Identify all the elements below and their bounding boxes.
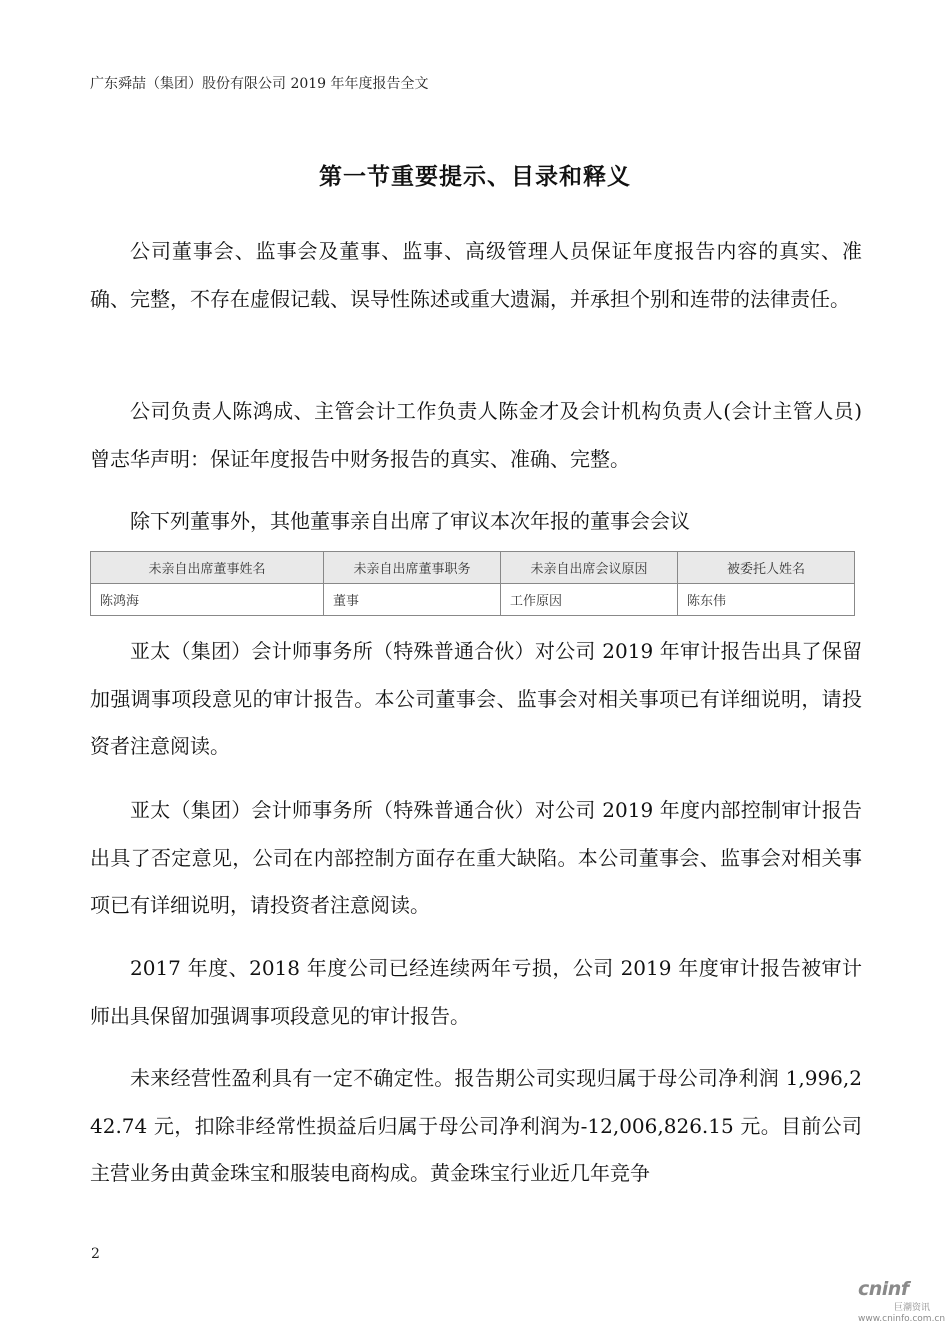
- paragraph-internal-control-opinion: 亚太（集团）会计师事务所（特殊普通合伙）对公司 2019 年度内部控制审计报告出具了否定意见，公司在内部控制方面存在重大缺陷。本公司董事会、监事会对相关事项已有详细说明，请投资者注意阅读。: [90, 798, 862, 917]
- paragraph-audit-opinion: 亚太（集团）会计师事务所（特殊普通合伙）对公司 2019 年审计报告出具了保留加强调事项段意见的审计报告。本公司董事会、监事会对相关事项已有详细说明，请投资者注意阅读。: [90, 639, 862, 758]
- table-cell: 陈鸿海: [91, 584, 324, 616]
- table-cell: 董事: [324, 584, 501, 616]
- paragraph-absent-directors-intro: 除下列董事外，其他董事亲自出席了审议本次年报的董事会会议: [130, 509, 690, 533]
- paragraph-responsible-persons-statement: 公司负责人陈鸿成、主管会计工作负责人陈金才及会计机构负责人(会计主管人员)曾志华声明：保证年度报告中财务报告的真实、准确、完整。: [90, 399, 862, 471]
- table-cell: 工作原因: [501, 584, 678, 616]
- logo-mark: cninf: [858, 1278, 909, 1300]
- logo-chinese-name: 巨潮资讯: [894, 1303, 931, 1313]
- running-header: 广东舜喆（集团）股份有限公司 2019 年年度报告全文: [90, 76, 429, 92]
- table-header-cell: 未亲自出席会议原因: [501, 552, 678, 584]
- table-header-cell: 未亲自出席董事职务: [324, 552, 501, 584]
- paragraph-board-guarantee: 公司董事会、监事会及董事、监事、高级管理人员保证年度报告内容的真实、准确、完整，不存在虚假记载、误导性陈述或重大遗漏，并承担个别和连带的法律责任。: [90, 239, 862, 311]
- table-header-cell: 被委托人姓名: [678, 552, 855, 584]
- table-cell: 陈东伟: [678, 584, 855, 616]
- logo-url: www.cninfo.com.cn: [858, 1314, 946, 1324]
- paragraph-consecutive-losses: 2017 年度、2018 年度公司已经连续两年亏损，公司 2019 年度审计报告被审计师出具保留加强调事项段意见的审计报告。: [90, 956, 862, 1028]
- page-number: 2: [91, 1246, 100, 1262]
- section-title: 第一节重要提示、目录和释义: [319, 163, 631, 190]
- table-header-row: [91, 552, 855, 584]
- cninfo-logo: [858, 1278, 944, 1334]
- table-row: [91, 584, 855, 616]
- absent-directors-table: [90, 551, 855, 616]
- paragraph-profit-uncertainty: 未来经营性盈利具有一定不确定性。报告期公司实现归属于母公司净利润 1,996,242.74 元，扣除非经常性损益后归属于母公司净利润为-12,006,826.15 元。目前公司主营业务由黄金珠宝和服装电商构成。黄金珠宝行业近几年竞争: [90, 1066, 862, 1185]
- table-header-cell: 未亲自出席董事姓名: [91, 552, 324, 584]
